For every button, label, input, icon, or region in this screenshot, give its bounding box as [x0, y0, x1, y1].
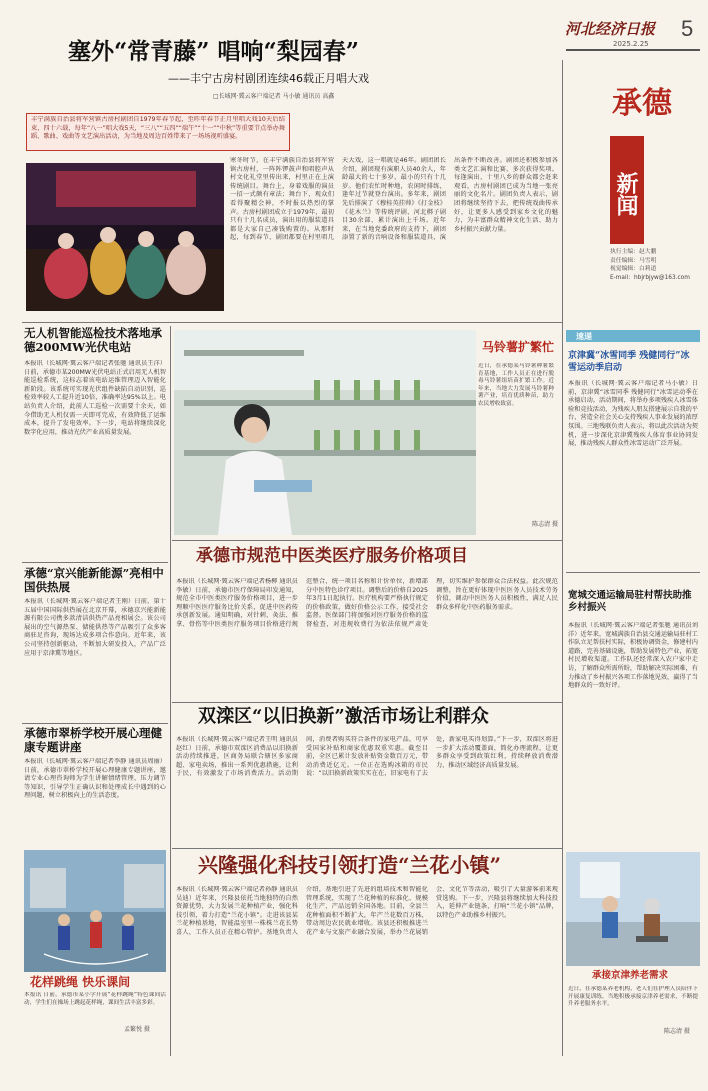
express-label: 速递 [576, 332, 592, 341]
right-article-title: 宽城交通运输局驻村帮扶助推乡村振兴 [568, 590, 692, 613]
bottom-right-caption: 近日，在承德某养老机构，老人们在护理人员陪伴下开展康复训练。当地积极承接京津养老需求，不断提升养老服务水平。 [568, 986, 698, 1008]
editor-line: 视觉编辑：白莉道 [610, 266, 657, 273]
editor-line: 执行主编：赵大鹏 [610, 249, 657, 255]
lead-subtitle: ——丰宁古房村剧团连续46载正月唱大戏 [168, 72, 369, 85]
express-band [566, 330, 700, 342]
bottom-article-body: 本报讯（长城网·冀云客户端记者孙静 通讯员吴迪）近年来，兴隆县依托当地独特的自然资源优势，大力发展兰花种植产业，强化科技引领，着力打造“兰花小镇”。走进该县某兰花种植基地，智能温室里一株株兰花长势喜人，工作人员正在精心管护。基地负责人介绍，基地引进了先进的组培技术和智能化管理系统，实现了兰花种植的标准化、规模化生产，产品远销全国各地。目前，全县兰花种植面积不断扩大，年产兰花数百万株，带动周边农民就业增收。该县还积极推进兰花产业与文旅产业融合发展，举办兰花展销会、文化节等活动，吸引了大量游客前来观赏选购。下一步，兴隆县将继续加大科技投入，延伸产业链条，打响“兰花小镇”品牌，以特色产业助推乡村振兴。 [176, 886, 558, 936]
left-article-body: 本报讯（长城网·冀云客户端记者李静 通讯员周丽）日前，承德市翠桥学校开展心理健康专题讲座，邀请专业心理咨询师为学生讲解情绪管理、压力调节等知识，引导学生正确认识和处理成长中遇到的心理问题，树立积极向上的生活态度。 [24, 758, 166, 800]
lead-byline: □长城网·冀云客户端记者 马小敏 通讯员 高鑫 [213, 93, 335, 100]
middle-article-body: 本报讯（长城网·冀云客户端记者王明 通讯员赵红）日前，承德市双滦区消费品以旧换新活动持续推进，区商务局联合辖区多家商超、家电卖场，推出一系列优惠措施，让利于民，有效激发了市场消费活力。活动期间，消费者购买符合条件的家电产品，可享受国家补贴和商家优惠双重实惠。截至目前，全区已累计发放补贴资金数百万元，带动消费近亿元。一位正在选购冰箱的市民说：“以旧换新政策实实在在，旧家电有了去处，新家电买得划算。”下一步，双滦区将进一步扩大活动覆盖面，简化办理流程，让更多群众享受到政策红利，持续释放消费潜力，推动区域经济高质量发展。 [176, 736, 558, 778]
bottom-article-title: 兴隆强化科技引领打造“兰花小镇” [198, 853, 502, 877]
right-article-title: 京津冀“冰雪同季 残健同行”冰雪运动季启动 [568, 351, 690, 373]
lead-body: 寒冬时节，在丰宁满族自治县将军营镇古房村，一阵阵锣鼓声和唱腔声从村文化礼堂里传出来，村里正在上演传统剧目。舞台上，身着戏服的演员一招一式颇有章法；舞台下，观众们看得聚精会神，不时报以热烈的掌声。古房村剧团成立于1979年，最初只有十几名成员，演出用的服装道具都是大家自己凑钱购置的。从那时起，每到春节，剧团都要在村里唱几天大戏，这一唱就是46年。剧团团长介绍，剧团现有演职人员40余人，年龄最大的七十多岁，最小的只有十几岁。他们农忙时种地，农闲时排练，逢年过节就登台演出。多年来，剧团先后排演了《穆桂英挂帅》《打金枝》《花木兰》等传统评剧、河北梆子剧目30余部，累计演出上千场。近年来，在当地党委政府的支持下，剧团添置了新的音响设备和服装道具，演出条件不断改善。剧团还积极参加各类文艺汇演和比赛，多次获得奖项。每逢演出，十里八乡的群众都会赶来观看，古房村剧团已成为当地一张亮丽的文化名片。剧团负责人表示，剧团将继续坚持下去，把传统戏曲传承好，让更多人感受到家乡文化的魅力，为丰富群众精神文化生活、助力乡村振兴贡献力量。 [230, 157, 558, 242]
jump-rope-photo [24, 850, 166, 972]
left-article-title: 承德市翠桥学校开展心理健康专题讲座 [24, 726, 162, 754]
lab-worker-photo [174, 330, 476, 535]
photo-title: 花样跳绳 快乐课间 [30, 975, 131, 989]
lead-photo [26, 163, 224, 311]
potato-lab-photo [174, 330, 476, 535]
right-article-body: 本报讯（长城网·冀云客户端记者马小敏）日前，京津冀“冰雪同季 残健同行”冰雪运动季在承德启动。活动期间，将举办多项残疾人冰雪体验和竞技活动，为残疾人朋友搭建展示自我的平台，营造全社会关心支持残疾人事业发展的浓厚氛围。三地残联负责人表示，将以此次活动为契机，进一步深化京津冀残疾人体育事业协同发展，推动残疾人群众性冰雪运动广泛开展。 [568, 380, 698, 448]
section-subtitle: 新闻 [610, 136, 644, 244]
editor-line: E-mail：hbjrbjyw@163.com [610, 274, 690, 281]
center-article-body: 本报讯（长城网·冀云客户端记者杨柳 通讯员李敏）日前，承德市医疗保障局印发通知，规范全市中医类医疗服务价格项目，进一步理顺中医医疗服务比价关系，促进中医药传承创新发展。通知明确，对针刺、灸法、推拿、骨伤等中医类医疗服务项目价格进行规范整合，统一项目名称和计价单位，新增部分中医特色诊疗项目。调整后的价格自2025年3月1日起执行。医疗机构要严格执行规定的价格政策，做好价格公示工作，接受社会监督。医保部门将加强对医疗服务价格的监督检查，对违规收费行为依法依规严肃处理，切实维护参保群众合法权益。此次规范调整，旨在更好体现中医医务人员技术劳务价值，调动中医医务人员积极性，满足人民群众多样化中医药服务需求。 [176, 578, 558, 628]
section-header [566, 62, 700, 324]
left-article-title: 承德“京兴能新能源”亮相中国供热展 [24, 566, 164, 594]
bottom-right-title: 承接京津养老需求 [592, 970, 669, 981]
photo-caption: 本报讯 日前，承德市某小学开展“花样跳绳”特色课间活动，学生们在操场上跳起花样绳，课间生活丰富多彩。 [24, 992, 166, 1006]
elderly-care-photo [566, 852, 700, 966]
editor-line: 责任编辑：马雪明 [610, 257, 657, 264]
bottom-right-credit: 陈志清 摄 [664, 1028, 690, 1035]
right-article-body: 本报讯（长城网·冀云客户端记者张驰 通讯员刘洋）近年来，宽城满族自治县交通运输局驻村工作队立足帮扶村实际，积极协调资金，修建村内道路，完善基础设施，帮助发展特色产业，拓宽村民增收渠道。工作队还经常深入农户家中走访，了解群众所需所盼，帮助解决实际困难，有力推动了乡村振兴各项工作落地见效，赢得了当地群众的一致好评。 [568, 622, 698, 690]
photo-box-caption: 近日，在承德某马铃薯种薯繁育基地，工作人员正在进行脱毒马铃薯组培苗扩繁工作。近年来，当地大力发展马铃薯种薯产业，培育优质种苗，助力农民增收致富。 [478, 363, 554, 407]
photo-side-panel [478, 332, 558, 536]
students-jumping-rope-image [24, 850, 166, 972]
section-title: 承德 [612, 86, 672, 121]
stage-performance-photo [26, 163, 224, 311]
lead-summary: 丰宁满族自治县将军营镇古房村剧团自1979年春节起，至昨年春节正月里唱大戏10天后结束，四十六载，每年“八一”唱大戏5天，“三八”“五四”“端午”“十一”“中秋”等重要节点举办舞蹈、歌曲、戏曲等文艺演出活动，为当地及周边百姓带来了一场场视听盛宴。 [31, 116, 285, 141]
photo-box-credit: 陈志清 摄 [532, 521, 558, 528]
care-home-image [566, 852, 700, 966]
center-article-title: 承德市规范中医类医疗服务价格项目 [196, 546, 468, 566]
page-number: 5 [681, 16, 694, 41]
editor-list [610, 248, 698, 282]
left-article-title: 无人机智能巡检技术落地承德200MW光伏电站 [24, 326, 162, 354]
issue-date: 2025.2.25 [613, 40, 649, 48]
left-article-body: 本报讯（长城网·冀云客户端记者张驰 通讯员王洋）日前，承德市某200MW光伏电站正式启用无人机智能巡检系统，这标志着该电站运维管理迈入智能化新阶段。该系统可实现光伏组件缺陷自动识别，巡检效率较人工提升近10倍，准确率达95%以上。电站负责人介绍，此前人工巡检一次需要十余天，如今借助无人机仅需一天即可完成，有效降低了运维成本，提升了发电效率。下一步，电站将继续深化数字化应用，推动光伏产业高质量发展。 [24, 360, 166, 436]
lead-title: 塞外“常青藤” 唱响“梨园春” [68, 38, 359, 65]
left-article-body: 本报讯（长城网·冀云客户端记者王刚）日前，第十五届中国国际供热展在北京开幕，承德京兴能新能源有限公司携多款清洁供热产品亮相展会。该公司展出的空气源热泵、储能供热等产品吸引了众多客商驻足咨询，现场达成多项合作意向。近年来，该公司坚持创新驱动，不断加大研发投入，产品广泛应用于京津冀等地区。 [24, 598, 166, 657]
paper-name: 河北经济日报 [565, 20, 656, 38]
photo-credit: 孟繁悦 摄 [124, 1026, 150, 1033]
middle-article-title: 双滦区“以旧换新”激活市场让利群众 [198, 706, 489, 727]
lead-summary-box [26, 113, 290, 151]
photo-box-title: 马铃薯扩繁忙 [482, 340, 555, 354]
masthead [565, 18, 701, 48]
